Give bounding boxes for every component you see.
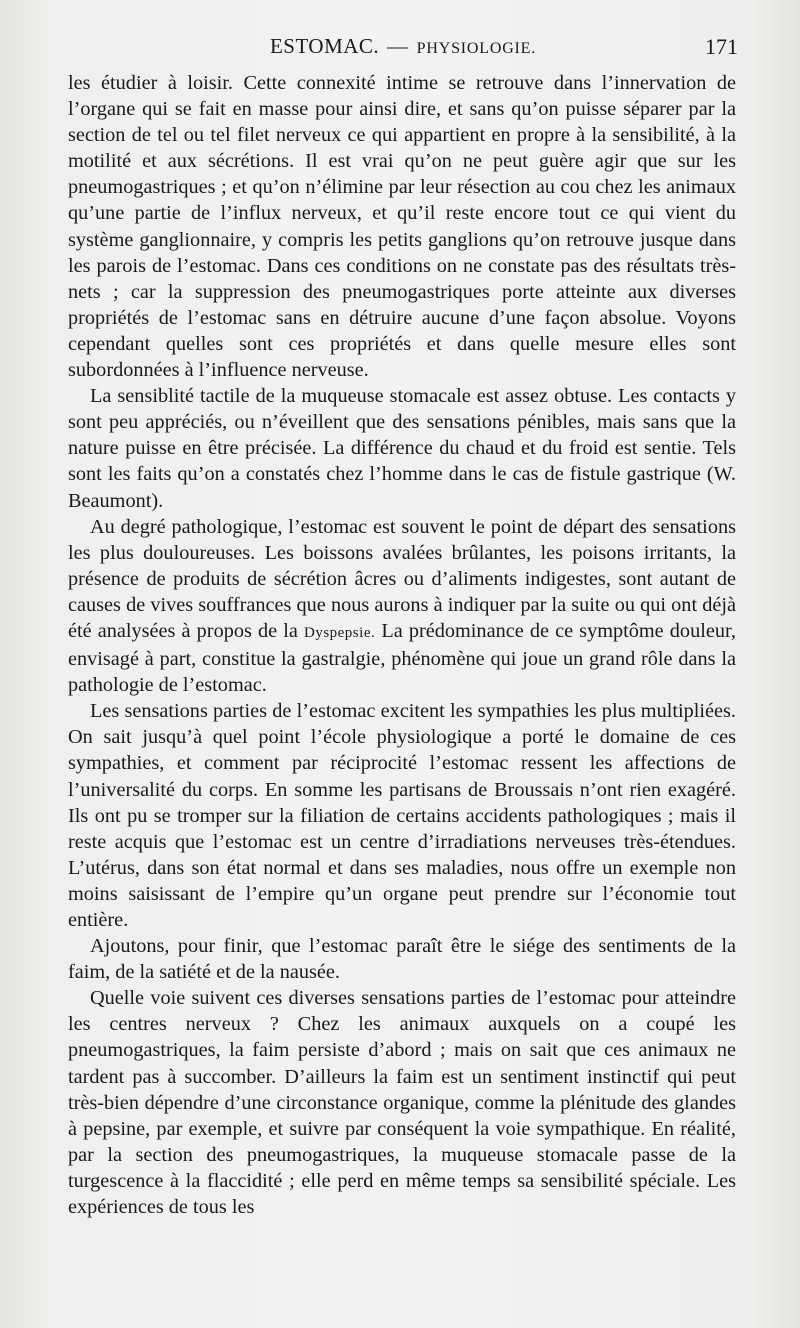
- paragraph-1: les étudier à loisir. Cette connexité intime se retrouve dans l’innervation de l’organe qui se fait en masse pour ainsi dire, et sans qu’on puisse séparer par la section de tel ou tel filet nerveux ce qui appartient en propre à la sensibilité, à la motilité et aux sécrétions. Il est vrai qu’on ne peut guère agir que sur les pneumogastriques ; et qu’on n’élimine par leur résection au cou chez les animaux qu’une partie de l’influx nerveux, et qu’il reste encore tout ce qui vient du système ganglionnaire, y compris les petits ganglions qu’on retrouve jusque dans les parois de l’estomac. Dans ces conditions on ne constate pas des résultats très-nets ; car la suppression des pneumogastriques porte atteinte aux diverses propriétés de l’estomac sans en détruire aucune d’une façon absolue. Voyons cependant quelles sont ces propriétés et dans quelle mesure elles sont subordonnées à l’influence nerveuse.: [68, 72, 736, 382]
- paragraph-3: [68, 514, 736, 699]
- paragraph-6: Quelle voie suivent ces diverses sensations parties de l’estomac pour atteindre les centres nerveux ? Chez les animaux auxquels on a coupé les pneumogastriques, la faim persiste d’abord ; mais on sait que ces animaux ne tardent pas à succomber. D’ailleurs la faim est un sentiment instinctif qui peut très-bien dépendre d’une circonstance organique, comme la plénitude des glandes à pepsine, par exemple, et suivre par conséquent la voie sympathique. En réalité, par la section des pneumogastriques, la muqueuse stomacale passe de la turgescence à la flaccidité ; elle perd en même temps sa sensibilité spéciale. Les expériences de tous les: [68, 987, 736, 1219]
- paragraph-2: La sensiblité tactile de la muqueuse stomacale est assez obtuse. Les contacts y sont peu appréciés, ou n’éveillent que des sensations pénibles, mais sans que la nature puisse en être précisée. La différence du chaud et du froid est sentie. Tels sont les faits qu’on a constatés chez l’homme dans le cas de fistule gastrique (W. Beaumont).: [68, 385, 736, 512]
- small-caps-reference: Dyspepsie.: [303, 624, 376, 641]
- running-head-subtitle: PHYSIOLOGIE.: [416, 40, 537, 57]
- running-head-title: ESTOMAC.: [269, 34, 380, 58]
- paragraph-4: Les sensations parties de l’estomac excitent les sympathies les plus multipliées. On sait jusqu’à quel point l’école physiologique a porté le domaine de ces sympathies, et comment par réciprocité l’estomac ressent les affections de l’universalité du corps. En somme les partisans de Broussais n’ont rien exagéré. Ils ont pu se tromper sur la filiation de certains accidents pathologiques ; mais il reste acquis que l’estomac est un centre d’irradiations nerveuses très-étendues. L’utérus, dans son état normal et dans ses maladies, nous offre un exemple non moins saisissant de l’empire qu’un organe peut prendre sur l’économie tout entière.: [68, 700, 736, 931]
- paragraph-5: Ajoutons, pour finir, que l’estomac paraît être le siége des sentiments de la faim, de la satiété et de la nausée.: [68, 935, 736, 984]
- body-text: [68, 70, 736, 1220]
- page-header: [68, 34, 738, 60]
- page-number: 171: [705, 34, 738, 59]
- paragraph-3-text-before: Au degré pathologique, l’estomac est souvent le point de départ des sensations les plus douloureuses. Les boissons avalées brûlantes, les poisons irritants, la présence de produits de sécrétion âcres ou d’aliments indigestes, sont autant de causes de vives souffrances que nous aurons à indiquer par la suite ou qui ont déjà été analysées à propos de la: [68, 515, 736, 642]
- paragraph-3-text-after: La prédominance de ce symptôme douleur, envisagé à part, constitue la gastralgie, phénomène qui joue un grand rôle dans la pathologie de l’estomac.: [68, 619, 736, 697]
- running-head: [68, 34, 738, 59]
- running-head-separator: —: [387, 34, 409, 58]
